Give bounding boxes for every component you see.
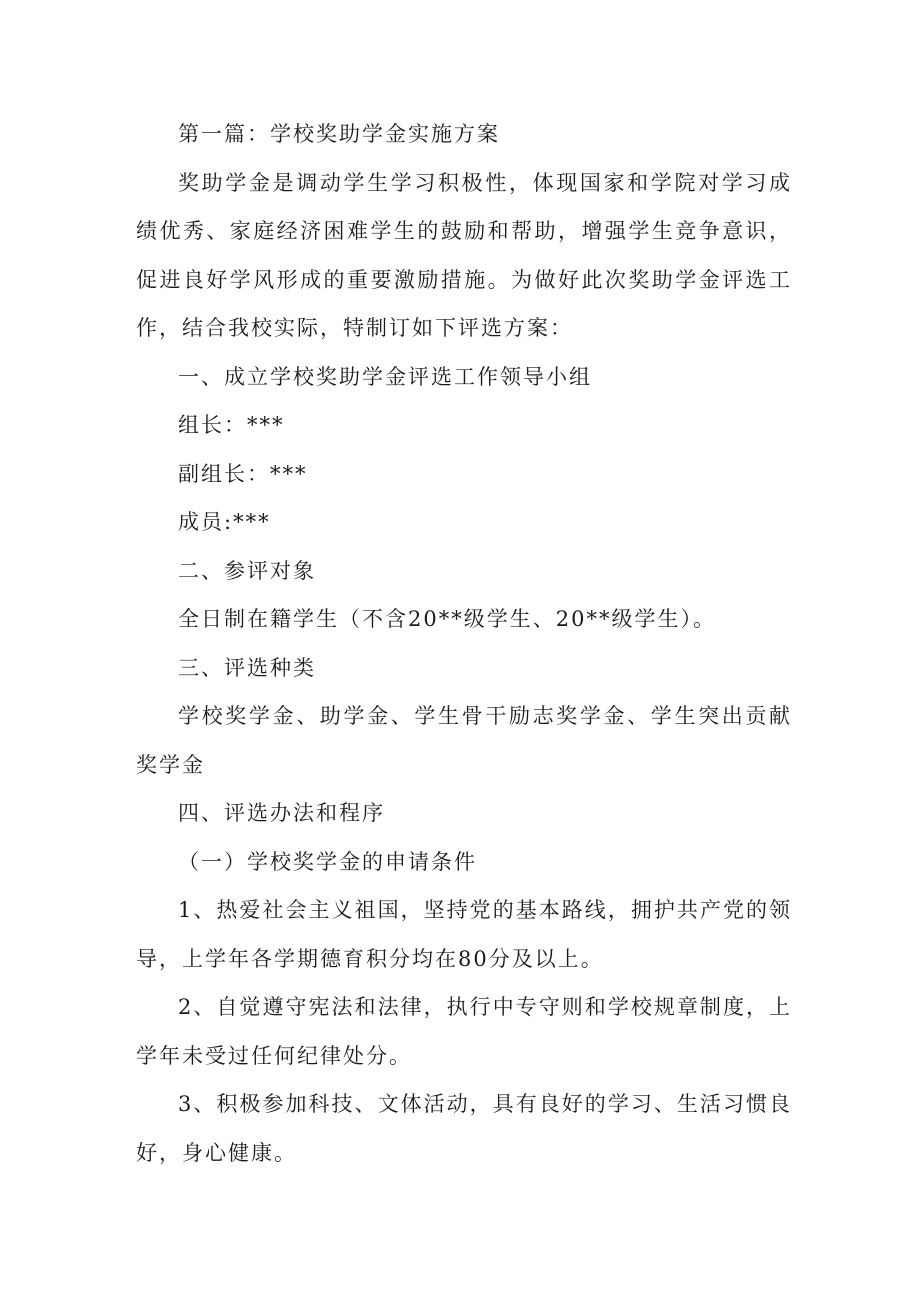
subsection-heading-1: （一）学校奖学金的申请条件	[178, 849, 477, 874]
document-title: 第一篇：学校奖助学金实施方案	[178, 122, 500, 146]
section-heading-2: 二、参评对象	[178, 558, 316, 583]
eligibility-paragraph: 全日制在籍学生（不含20**级学生、20**级学生）。	[178, 607, 716, 631]
deputy-leader-line: 副组长：***	[178, 461, 308, 486]
award-types-paragraph: 学校奖学金、助学金、学生骨干励志奖学金、学生突出贡献奖学金	[136, 704, 792, 777]
section-heading-4: 四、评选办法和程序	[178, 801, 385, 825]
section-heading-1: 一、成立学校奖助学金评选工作领导小组	[178, 364, 592, 389]
condition-item-3: 3、积极参加科技、文体活动，具有良好的学习、生活习惯良好，身心健康。	[136, 1092, 792, 1165]
members-line: 成员:***	[178, 510, 271, 534]
document-body	[136, 110, 792, 1177]
group-leader-line: 组长：***	[178, 413, 285, 437]
condition-item-1: 1、热爱社会主义祖国，坚持党的基本路线，拥护共产党的领导，上学年各学期德育积分均在80分及以上。	[136, 898, 792, 971]
condition-item-2: 2、自觉遵守宪法和法律，执行中专守则和学校规章制度，上学年未受过任何纪律处分。	[136, 995, 792, 1068]
section-heading-3: 三、评选种类	[178, 655, 316, 680]
intro-paragraph: 奖助学金是调动学生学习积极性，体现国家和学院对学习成绩优秀、家庭经济困难学生的鼓励和帮助，增强学生竞争意识，促进良好学风形成的重要激励措施。为做好此次奖助学金评选工作，结合我校实际，特制订如下评选方案：	[136, 170, 792, 340]
